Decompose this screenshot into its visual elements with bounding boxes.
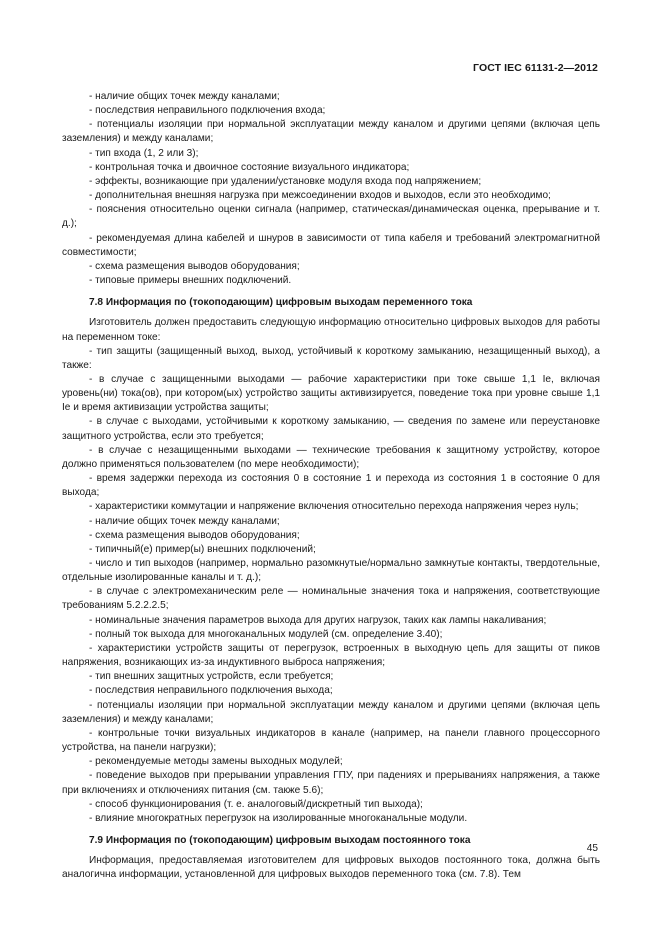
list-item: - схема размещения выводов оборудования;: [89, 260, 300, 272]
list-item: - время задержки перехода из состояния 0 в состояние 1 и перехода из состояния 1 в состояние 0 для выхода;: [62, 473, 600, 499]
list-item: - наличие общих точек между каналами;: [89, 91, 280, 102]
list-item: - рекомендуемые методы замены выходных модулей;: [89, 756, 343, 768]
list-ac-output-info: [62, 345, 600, 826]
list-item: - способ функционирования (т. е. аналоговый/дискретный тип выхода);: [89, 798, 423, 810]
section-heading-7-8: 7.8 Информация по (токоподающим) цифровым выходам переменного тока: [89, 297, 473, 309]
list-input-info: [62, 90, 600, 288]
list-item: - потенциалы изоляции при нормальной эксплуатации между каналом и другими цепями (включая цепь заземления) и между каналами;: [62, 119, 600, 145]
list-item: - наличие общих точек между каналами;: [89, 515, 280, 527]
list-item: - характеристики устройств защиты от перегрузок, встроенных в выходную цепь для защиты от пиков напряжения, возникающих из-за индуктивного выброса напряжения;: [62, 642, 600, 669]
list-item: - число и тип выходов (например, нормально разомкнутые/нормально замкнутые контакты, твердотельные, отдельные изолированные каналы и т. д.);: [62, 558, 600, 584]
list-item: - последствия неправильного подключения выхода;: [89, 685, 333, 697]
list-item: - в случае с электромеханическим реле — номинальные значения тока и напряжения, соответствующие требованиям 5.2.2.2.5;: [62, 586, 600, 612]
list-item: - тип входа (1, 2 или 3);: [89, 147, 199, 159]
list-item: - типичный(е) пример(ы) внешних подключений;: [89, 543, 316, 555]
section-7-9-text: Информация, предоставляемая изготовителем для цифровых выходов постоянного тока, должна быть аналогична информации, установленной для цифровых выходов переменного тока (см. 7.8). Тем: [62, 855, 600, 881]
document-body: [62, 90, 600, 882]
section-heading-7-9: 7.9 Информация по (токоподающим) цифровым выходам постоянного тока: [89, 834, 471, 846]
list-item: - эффекты, возникающие при удалении/установке модуля входа под напряжением;: [89, 175, 482, 187]
list-item: - в случае с выходами, устойчивыми к короткому замыканию, — сведения по замене или переустановке защитного устройства, если это требуется;: [62, 416, 600, 442]
list-item: - потенциалы изоляции при нормальной эксплуатации между каналом и другими цепями (включая цепь заземления) и между каналами;: [62, 699, 600, 725]
list-item: - характеристики коммутации и напряжение включения относительно перехода напряжения через нуль;: [89, 501, 579, 513]
list-item: - тип защиты (защищенный выход, выход, устойчивый к короткому замыканию, незащищенный выход), а также:: [62, 345, 600, 371]
list-item: - полный ток выхода для многоканальных модулей (см. определение 3.40);: [89, 628, 443, 640]
list-item: - поведение выходов при прерывании управления ГПУ, при падениях и прерываниях напряжения, а также при включениях и отключениях питания (см. также 5.6);: [62, 770, 600, 796]
list-item: - последствия неправильного подключения входа;: [89, 105, 326, 117]
list-item: - рекомендуемая длина кабелей и шнуров в зависимости от типа кабеля и требований электромагнитной совместимости;: [62, 232, 600, 258]
list-item: - контрольные точки визуальных индикаторов в канале (например, на панели главного процессорного устройства, на панели нагрузки);: [62, 727, 600, 754]
section-7-8-intro: Изготовитель должен предоставить следующую информацию относительно цифровых выходов для работы на переменном токе:: [62, 317, 600, 343]
list-item: - в случае с защищенными выходами — рабочие характеристики при токе свыше 1,1 Iе, включая уровень(ни) тока(ов), при котором(ых) устройство защиты активизируется, поведение тока при уровне свыше 1,1 Iе и время активизации устройства защиты;: [62, 373, 600, 414]
list-item: - схема размещения выводов оборудования;: [89, 529, 300, 541]
list-item: - типовые примеры внешних подключений.: [89, 275, 292, 287]
list-item: - контрольная точка и двоичное состояние визуального индикатора;: [89, 161, 410, 173]
list-item: - дополнительная внешняя нагрузка при межсоединении входов и выходов, если это необходимо;: [89, 190, 551, 202]
list-item: - номинальные значения параметров выхода для других нагрузок, таких как лампы накаливания;: [89, 614, 547, 626]
list-item: - тип внешних защитных устройств, если требуется;: [89, 671, 334, 683]
list-item: - влияние многократных перегрузок на изолированные многоканальные модули.: [89, 812, 468, 824]
list-item: - в случае с незащищенными выходами — технические требования к защитному устройству, которое должно применяться пользователем (по мере необходимости);: [62, 444, 600, 470]
document-header: ГОСТ IEC 61131-2—2012: [473, 62, 598, 74]
page-number: 45: [586, 843, 598, 854]
list-item: - пояснения относительно оценки сигнала (например, статическая/динамическая оценка, прерывание и т. д.);: [62, 204, 600, 230]
